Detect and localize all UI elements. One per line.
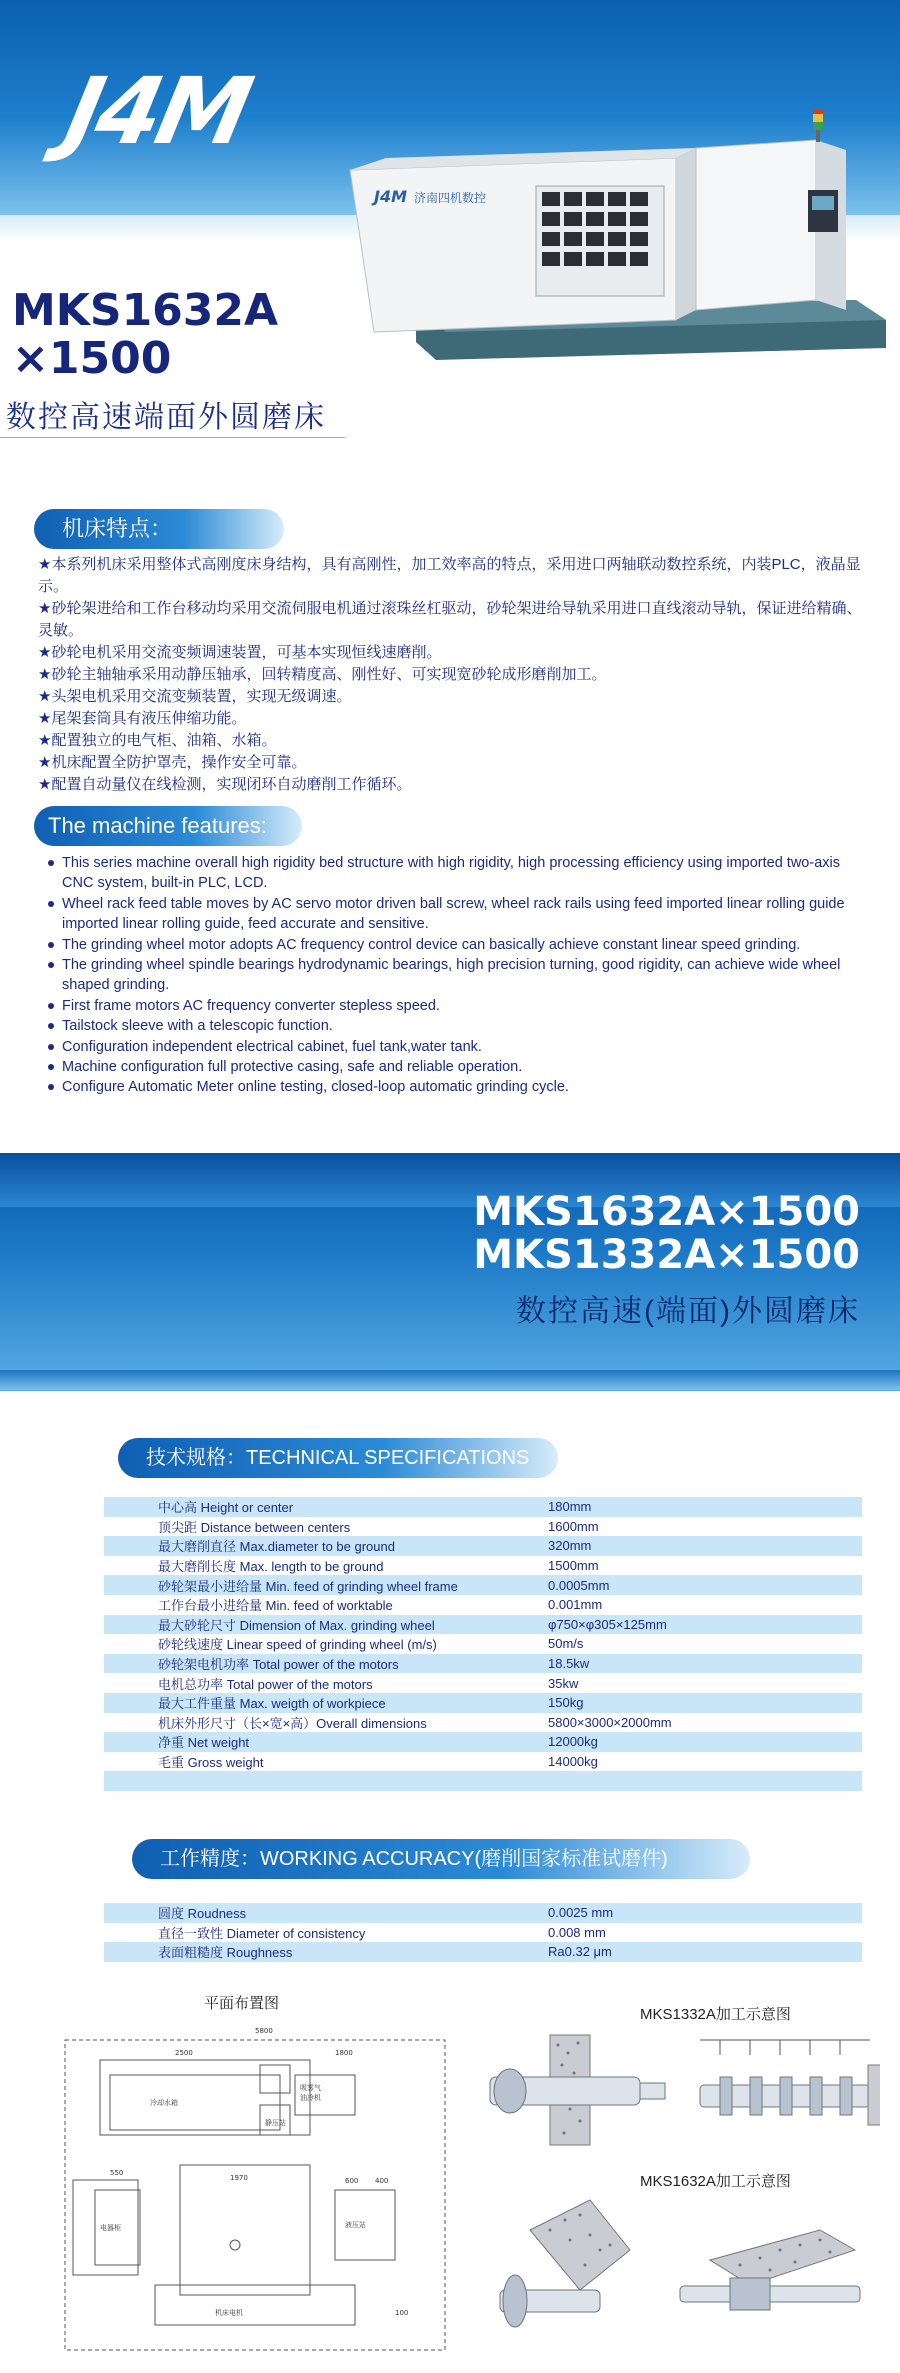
specs-table xyxy=(104,1497,862,1791)
fp-dim-550: 550 xyxy=(110,2169,124,2177)
table-row xyxy=(104,1942,862,1962)
floor-plan-title: 平面布置图 xyxy=(204,1995,280,2012)
features-cn-heading xyxy=(34,509,284,549)
spec-value: 12000kg xyxy=(534,1732,862,1752)
table-row xyxy=(104,1771,862,1791)
fp-dim-400: 400 xyxy=(375,2177,389,2185)
fp-electric-cabinet: 电器柜 xyxy=(100,2224,121,2232)
table-row xyxy=(104,1903,862,1923)
spec-value: 180mm xyxy=(534,1497,862,1517)
fp-dim-100: 100 xyxy=(395,2309,409,2317)
model-title xyxy=(12,287,278,383)
machine-brand-text: 济南四机数控 xyxy=(414,191,487,205)
list-item: The grinding wheel motor adopts AC frequency control device can basically achieve constant linear speed grinding. xyxy=(48,935,868,955)
fp-mist: 吸雾气 xyxy=(300,2084,321,2092)
spec-value: 50m/s xyxy=(534,1634,862,1654)
fp-dim-1970: 1970 xyxy=(230,2174,248,2182)
table-row xyxy=(104,1732,862,1752)
table-row xyxy=(104,1615,862,1635)
spec-label: 中心高 Height or center xyxy=(104,1497,534,1517)
fp-dim-600: 600 xyxy=(345,2177,359,2185)
accuracy-heading-text: 工作精度：WORKING ACCURACY(磨削国家标准试磨件) xyxy=(160,1848,668,1870)
svg-text:J4M: J4M xyxy=(374,187,408,206)
mks1332a-drawing xyxy=(470,2025,880,2165)
list-item: ★ 砂轮主轴轴承采用动静压轴承，回转精度高、刚性好、可实现宽砂轮成形磨削加工。 xyxy=(38,664,868,686)
table-row xyxy=(104,1713,862,1733)
list-item: ★ 砂轮架进给和工作台移动均采用交流伺服电机通过滚珠丝杠驱动，砂轮架进给导轨采用进口直线滚动导轨，保证进给精确、灵敏。 xyxy=(38,598,868,642)
fp-dim-2500: 2500 xyxy=(175,2049,193,2057)
list-item: ★ 机床配置全防护罩壳，操作安全可靠。 xyxy=(38,752,868,774)
spec-value: 5800×3000×2000mm xyxy=(534,1713,862,1733)
list-item: ★ 尾架套筒具有液压伸缩功能。 xyxy=(38,708,868,730)
fp-machine-motor: 机床电机 xyxy=(215,2309,243,2317)
spec-value: 18.5kw xyxy=(534,1654,862,1674)
fp-coolant-tank: 冷却水箱 xyxy=(150,2099,178,2107)
spec-value: 0.001mm xyxy=(534,1595,862,1615)
spec-label: 砂轮线速度 Linear speed of grinding wheel (m/s) xyxy=(104,1634,534,1654)
spec-label: 最大磨削直径 Max.diameter to be ground xyxy=(104,1536,534,1556)
spec-label: 电机总功率 Total power of the motors xyxy=(104,1673,534,1693)
features-en-list xyxy=(48,853,868,1098)
list-item: The grinding wheel spindle bearings hydrodynamic bearings, high precision turning, good rigidity, can achieve wide wheel shaped grinding. xyxy=(48,955,868,996)
features-cn-list xyxy=(38,554,868,796)
spec-label: 机床外形尺寸（长×宽×高）Overall dimensions xyxy=(104,1713,534,1733)
fp-dim-1800: 1800 xyxy=(335,2049,353,2057)
machine-illustration xyxy=(346,110,900,360)
fp-oil-cooler: 油冷机 xyxy=(300,2094,321,2102)
banner-model-2: MKS1332A×1500 xyxy=(473,1232,860,1278)
accuracy-label: 表面粗糙度 Roughness xyxy=(104,1942,534,1962)
specs-heading-text: 技术规格：TECHNICAL SPECIFICATIONS xyxy=(146,1447,530,1469)
table-row xyxy=(104,1575,862,1595)
fp-hydraulic-station: 液压站 xyxy=(345,2221,366,2229)
spec-value: 1500mm xyxy=(534,1556,862,1576)
table-row xyxy=(104,1556,862,1576)
table-row xyxy=(104,1595,862,1615)
list-item: Wheel rack feed table moves by AC servo motor driven ball screw, wheel rack rails using feed imported linear rolling guide imported linear rolling guide, feed accurate and sensitive. xyxy=(48,894,868,935)
spec-value: 1600mm xyxy=(534,1517,862,1537)
spec-label: 毛重 Gross weight xyxy=(104,1752,534,1772)
list-item: Configure Automatic Meter online testing, closed-loop automatic grinding cycle. xyxy=(48,1077,868,1097)
table-row xyxy=(104,1517,862,1537)
spec-label: 最大磨削长度 Max. length to be ground xyxy=(104,1556,534,1576)
table-row xyxy=(104,1752,862,1772)
spec-label xyxy=(104,1771,534,1791)
list-item: ★ 配置自动量仪在线检测，实现闭环自动磨削工作循环。 xyxy=(38,774,868,796)
accuracy-table xyxy=(104,1903,862,1962)
features-cn-heading-text: 机床特点： xyxy=(62,516,173,541)
table-row xyxy=(104,1673,862,1693)
model-subtitle: 数控高速端面外圆磨床 xyxy=(6,401,326,434)
list-item: ★ 砂轮电机采用交流变频调速装置，可基本实现恒线速磨削。 xyxy=(38,642,868,664)
table-row xyxy=(104,1693,862,1713)
mks1632a-title: MKS1632A加工示意图 xyxy=(640,2173,791,2190)
accuracy-label: 圆度 Roudness xyxy=(104,1903,534,1923)
model-line-1: MKS1632A xyxy=(12,285,279,336)
model-line-2: ×1500 xyxy=(12,333,172,384)
fp-dim-5800: 5800 xyxy=(255,2027,273,2035)
list-item: ★ 配置独立的电气柜、油箱、水箱。 xyxy=(38,730,868,752)
table-row xyxy=(104,1923,862,1943)
specs-heading xyxy=(118,1438,558,1478)
spec-value: φ750×φ305×125mm xyxy=(534,1615,862,1635)
spec-label: 工作台最小进给量 Min. feed of worktable xyxy=(104,1595,534,1615)
spec-label: 最大工件重量 Max. weigth of workpiece xyxy=(104,1693,534,1713)
spec-label: 砂轮架最小进给量 Min. feed of grinding wheel frame xyxy=(104,1575,534,1595)
accuracy-value: 0.008 mm xyxy=(534,1923,862,1943)
banner-subtitle: 数控高速(端面)外圆磨床 xyxy=(516,1295,860,1328)
spec-value: 320mm xyxy=(534,1536,862,1556)
list-item: This series machine overall high rigidity bed structure with high rigidity, high processing efficiency using imported two-axis CNC system, built-in PLC, LCD. xyxy=(48,853,868,894)
list-item: ★ 本系列机床采用整体式高刚度床身结构，具有高刚性，加工效率高的特点，采用进口两轴联动数控系统，内装PLC，液晶显示。 xyxy=(38,554,868,598)
list-item: Machine configuration full protective casing, safe and reliable operation. xyxy=(48,1057,868,1077)
hero-section xyxy=(0,0,900,480)
accuracy-heading xyxy=(132,1839,750,1879)
spec-label: 净重 Net weight xyxy=(104,1732,534,1752)
spec-value: 14000kg xyxy=(534,1752,862,1772)
features-en-heading-text: The machine features: xyxy=(48,813,267,838)
floor-plan-drawing xyxy=(55,2015,455,2355)
list-item: Configuration independent electrical cabinet, fuel tank,water tank. xyxy=(48,1037,868,1057)
list-item: Tailstock sleeve with a telescopic function. xyxy=(48,1016,868,1036)
divider xyxy=(0,437,345,438)
list-item: ★ 头架电机采用交流变频装置，实现无级调速。 xyxy=(38,686,868,708)
accuracy-value: Ra0.32 μm xyxy=(534,1942,862,1962)
spec-value: 35kw xyxy=(534,1673,862,1693)
spec-value: 0.0005mm xyxy=(534,1575,862,1595)
banner-model-1: MKS1632A×1500 xyxy=(473,1189,860,1235)
spec-value: 150kg xyxy=(534,1693,862,1713)
spec-value xyxy=(534,1771,862,1791)
banner-bottom-band xyxy=(0,1370,900,1390)
table-row xyxy=(104,1654,862,1674)
spec-label: 砂轮架电机功率 Total power of the motors xyxy=(104,1654,534,1674)
accuracy-label: 直径一致性 Diameter of consistency xyxy=(104,1923,534,1943)
table-row xyxy=(104,1536,862,1556)
list-item: First frame motors AC frequency converter stepless speed. xyxy=(48,996,868,1016)
accuracy-value: 0.0025 mm xyxy=(534,1903,862,1923)
table-row xyxy=(104,1497,862,1517)
mks1332a-title: MKS1332A加工示意图 xyxy=(640,2006,791,2023)
brand-logo: J4M xyxy=(56,58,258,165)
features-en-heading xyxy=(34,806,302,846)
fp-hydrostatic-station: 静压站 xyxy=(265,2119,286,2127)
spec-label: 最大砂轮尺寸 Dimension of Max. grinding wheel xyxy=(104,1615,534,1635)
mks1632a-drawing xyxy=(470,2190,880,2350)
spec-label: 顶尖距 Distance between centers xyxy=(104,1517,534,1537)
table-row xyxy=(104,1634,862,1654)
